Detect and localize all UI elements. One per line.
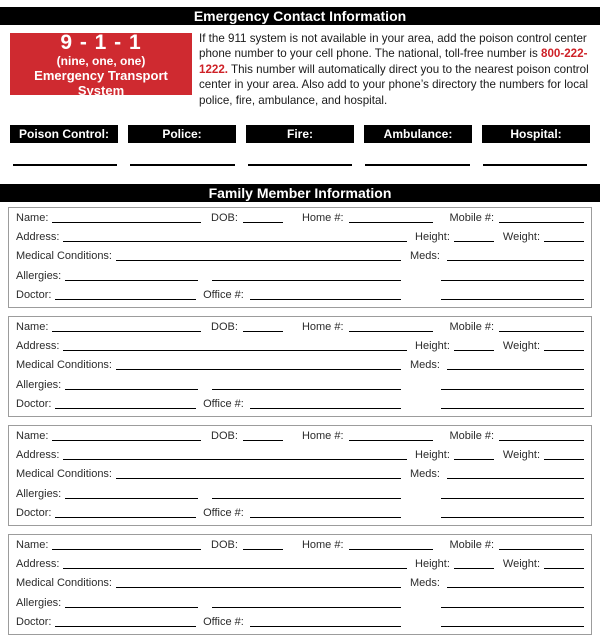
dob-blank-line	[243, 440, 283, 441]
mobile-phone-blank-line	[499, 549, 584, 550]
family-members	[8, 207, 592, 635]
mobile-phone-blank-line	[499, 440, 584, 441]
address-label: Address:	[16, 340, 60, 353]
home-phone-label: Home #:	[301, 430, 344, 443]
address-label: Address:	[16, 558, 60, 571]
height-label: Height:	[415, 449, 450, 462]
address-blank-line	[63, 568, 407, 569]
mobile-phone-label: Mobile #:	[449, 321, 495, 334]
member-row-medical	[16, 250, 584, 269]
height-label: Height:	[415, 558, 450, 571]
weight-blank-line	[544, 459, 584, 460]
meds-blank-line	[447, 587, 584, 588]
medical-conditions-label: Medical Conditions:	[16, 577, 112, 590]
meds-extra-blank-line	[441, 498, 584, 499]
member-row-address	[16, 231, 584, 250]
mobile-phone-label: Mobile #:	[449, 212, 495, 225]
allergies-blank-line	[65, 607, 197, 608]
meds-extra-blank-line-2	[441, 517, 584, 518]
allergies-label: Allergies:	[16, 487, 62, 500]
weight-blank-line	[544, 568, 584, 569]
dob-label: DOB:	[211, 212, 238, 225]
badge-911-number: 9 - 1 - 1	[60, 30, 142, 54]
address-blank-line	[63, 241, 407, 242]
family-member-card	[8, 316, 592, 417]
weight-label: Weight:	[502, 231, 540, 244]
meds-blank-line	[447, 260, 584, 261]
weight-blank-line	[544, 241, 584, 242]
meds-label: Meds:	[410, 359, 440, 372]
badge-911-phonetic: (nine, one, one)	[56, 53, 146, 68]
name-label: Name:	[16, 212, 49, 225]
member-row-allergies	[16, 270, 584, 289]
hospital-blank-line	[483, 164, 587, 166]
dob-label: DOB:	[211, 430, 238, 443]
home-phone-label: Home #:	[301, 539, 344, 552]
doctor-blank-line	[55, 517, 196, 518]
name-blank-line	[52, 331, 201, 332]
intro-text-before: If the 911 system is not available in your area, add the poison control center phone number to your cell phone. The national, toll-free number is	[199, 32, 587, 61]
doctor-label: Doctor:	[16, 397, 52, 410]
meds-extra-blank-line	[441, 389, 584, 390]
doctor-blank-line	[55, 299, 196, 300]
office-phone-label: Office #:	[203, 506, 244, 519]
allergies-label: Allergies:	[16, 269, 62, 282]
dob-label: DOB:	[211, 321, 238, 334]
member-row-doctor	[16, 616, 584, 635]
doctor-label: Doctor:	[16, 506, 52, 519]
member-row-medical	[16, 577, 584, 596]
mobile-phone-label: Mobile #:	[449, 430, 495, 443]
emergency-contact-labels-row	[10, 125, 590, 143]
member-row-allergies	[16, 488, 584, 507]
mobile-phone-blank-line	[499, 331, 584, 332]
name-blank-line	[52, 440, 201, 441]
family-member-card	[8, 207, 592, 308]
office-phone-label: Office #:	[203, 288, 244, 301]
allergies-blank-line	[65, 389, 197, 390]
allergies-blank-line	[65, 280, 197, 281]
member-row-doctor	[16, 398, 584, 417]
member-row-address	[16, 340, 584, 359]
family-member-header-bar	[0, 184, 600, 202]
meds-label: Meds:	[410, 468, 440, 481]
allergies-label: Allergies:	[16, 596, 62, 609]
meds-label: Meds:	[410, 577, 440, 590]
address-blank-line	[63, 350, 407, 351]
doctor-blank-line	[55, 626, 196, 627]
weight-label: Weight:	[502, 449, 540, 462]
meds-blank-line	[447, 478, 584, 479]
address-label: Address:	[16, 449, 60, 462]
medical-conditions-label: Medical Conditions:	[16, 250, 112, 263]
name-blank-line	[52, 222, 201, 223]
meds-extra-blank-line	[441, 607, 584, 608]
office-phone-label: Office #:	[203, 615, 244, 628]
medical-conditions-blank-line	[116, 369, 401, 370]
medical-conditions-blank-line	[116, 260, 401, 261]
medical-conditions-label: Medical Conditions:	[16, 468, 112, 481]
contact-label-hospital: Hospital:	[482, 125, 590, 143]
doctor-label: Doctor:	[16, 615, 52, 628]
member-row-allergies	[16, 597, 584, 616]
allergies-label: Allergies:	[16, 378, 62, 391]
allergies-blank-line	[65, 498, 197, 499]
family-section-title: Family Member Information	[208, 185, 392, 202]
height-blank-line	[454, 459, 494, 460]
address-blank-line	[63, 459, 407, 460]
member-row-doctor	[16, 289, 584, 308]
allergies-extra-blank-line	[212, 498, 401, 499]
member-row-name	[16, 430, 584, 449]
dob-label: DOB:	[211, 539, 238, 552]
weight-label: Weight:	[502, 558, 540, 571]
height-label: Height:	[415, 340, 450, 353]
height-blank-line	[454, 241, 494, 242]
home-phone-blank-line	[349, 222, 434, 223]
member-row-doctor	[16, 507, 584, 526]
home-phone-label: Home #:	[301, 212, 344, 225]
home-phone-blank-line	[349, 549, 434, 550]
member-row-name	[16, 539, 584, 558]
office-phone-label: Office #:	[203, 397, 244, 410]
dob-blank-line	[243, 331, 283, 332]
intro-section	[10, 30, 590, 108]
weight-blank-line	[544, 350, 584, 351]
intro-text-after: This number will automatically direct you to the nearest poison control center in your area. Also add to your phone’s directory the numbers for local police, fire, ambulance, and hospital.	[199, 62, 589, 107]
member-row-allergies	[16, 379, 584, 398]
height-label: Height:	[415, 231, 450, 244]
name-blank-line	[52, 549, 201, 550]
member-row-name	[16, 321, 584, 340]
name-label: Name:	[16, 430, 49, 443]
member-row-address	[16, 449, 584, 468]
medical-conditions-label: Medical Conditions:	[16, 359, 112, 372]
office-phone-blank-line	[250, 626, 401, 627]
name-label: Name:	[16, 321, 49, 334]
address-label: Address:	[16, 231, 60, 244]
mobile-phone-blank-line	[499, 222, 584, 223]
ambulance-blank-line	[365, 164, 469, 166]
meds-extra-blank-line-2	[441, 299, 584, 300]
contact-label-police: Police:	[128, 125, 236, 143]
poison-control-phone-number: 800-222-1222.	[199, 47, 588, 76]
family-member-card	[8, 534, 592, 635]
medical-conditions-blank-line	[116, 478, 401, 479]
dob-blank-line	[243, 222, 283, 223]
office-phone-blank-line	[250, 517, 401, 518]
emergency-contact-header-bar	[0, 7, 600, 25]
badge-911	[10, 30, 192, 98]
meds-extra-blank-line-2	[441, 408, 584, 409]
office-phone-blank-line	[250, 299, 401, 300]
doctor-blank-line	[55, 408, 196, 409]
meds-label: Meds:	[410, 250, 440, 263]
dob-blank-line	[243, 549, 283, 550]
office-phone-blank-line	[250, 408, 401, 409]
fire-blank-line	[248, 164, 352, 166]
member-row-medical	[16, 359, 584, 378]
meds-extra-blank-line-2	[441, 626, 584, 627]
contact-label-fire: Fire:	[246, 125, 354, 143]
meds-blank-line	[447, 369, 584, 370]
contact-label-ambulance: Ambulance:	[364, 125, 472, 143]
doctor-label: Doctor:	[16, 288, 52, 301]
height-blank-line	[454, 350, 494, 351]
member-row-medical	[16, 468, 584, 487]
emergency-contact-blank-lines-row	[13, 164, 590, 166]
badge-911-subtitle: Emergency Transport System	[34, 67, 168, 98]
home-phone-blank-line	[349, 331, 434, 332]
medical-conditions-blank-line	[116, 587, 401, 588]
allergies-extra-blank-line	[212, 607, 401, 608]
family-member-card	[8, 425, 592, 526]
allergies-extra-blank-line	[212, 389, 401, 390]
police-blank-line	[130, 164, 234, 166]
contact-label-poison-control: Poison Control:	[10, 125, 118, 143]
intro-paragraph	[199, 31, 590, 108]
name-label: Name:	[16, 539, 49, 552]
poison-control-blank-line	[13, 164, 117, 166]
home-phone-blank-line	[349, 440, 434, 441]
meds-extra-blank-line	[441, 280, 584, 281]
weight-label: Weight:	[502, 340, 540, 353]
page-title: Emergency Contact Information	[193, 8, 407, 24]
allergies-extra-blank-line	[212, 280, 401, 281]
member-row-name	[16, 212, 584, 231]
mobile-phone-label: Mobile #:	[449, 539, 495, 552]
home-phone-label: Home #:	[301, 321, 344, 334]
height-blank-line	[454, 568, 494, 569]
member-row-address	[16, 558, 584, 577]
